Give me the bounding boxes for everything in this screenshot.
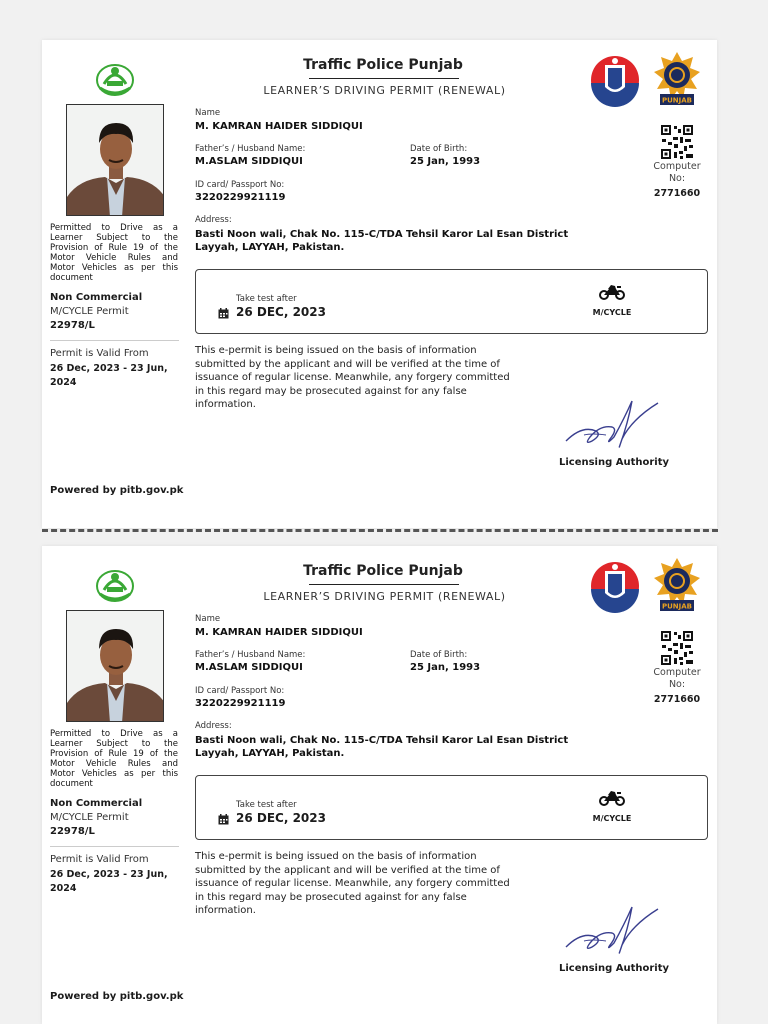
badge-text: PUNJAB — [661, 602, 693, 611]
traffic-police-badge-icon — [653, 557, 701, 615]
test-label: Take test after — [236, 800, 297, 810]
signature-icon — [562, 395, 662, 455]
govt-punjab-logo-icon — [94, 564, 136, 604]
validity-range: 26 Dec, 2023 - 23 Jun, 2024 — [50, 363, 168, 388]
name-value: M. KAMRAN HAIDER SIDDIQUI — [195, 121, 363, 132]
id-label: ID card/ Passport No: — [195, 686, 285, 696]
permit-subtitle: LEARNER’S DRIVING PERMIT (RENEWAL) — [263, 590, 506, 603]
name-value: M. KAMRAN HAIDER SIDDIQUI — [195, 627, 363, 638]
traffic-police-badge-icon — [653, 51, 701, 109]
badge-text: PUNJAB — [661, 96, 693, 105]
permit-title: Traffic Police Punjab — [303, 57, 463, 73]
name-label: Name — [195, 108, 221, 118]
address-value: Basti Noon wali, Chak No. 115-C/TDA Tehsil Karor Lal Esan District Layyah, LAYYAH, Pakistan. — [195, 735, 569, 759]
test-label: Take test after — [236, 294, 297, 304]
title-underline — [309, 78, 459, 79]
punjab-police-logo-icon — [590, 559, 640, 613]
applicant-photo — [66, 610, 164, 722]
permitted-text: Permitted to Drive as a Learner Subject to the Provision of Rule 19 of the Motor Vehicle Rules and Motor Vehicles as per this document — [50, 223, 178, 283]
permit-number: 22978/L — [50, 826, 95, 837]
vehicle-label: M/CYCLE — [592, 814, 632, 823]
computer-no-label: Computer No: — [653, 667, 701, 690]
father-label: Father’s / Husband Name: — [195, 650, 306, 660]
address-value: Basti Noon wali, Chak No. 115-C/TDA Tehsil Karor Lal Esan District Layyah, LAYYAH, Pakistan. — [195, 229, 569, 253]
address-label: Address: — [195, 721, 232, 731]
permit-subtitle: LEARNER’S DRIVING PERMIT (RENEWAL) — [263, 84, 506, 97]
powered-by: Powered by pitb.gov.pk — [50, 991, 184, 1002]
licensing-authority: Licensing Authority — [558, 457, 670, 468]
id-value: 3220229921119 — [195, 698, 286, 709]
address-label: Address: — [195, 215, 232, 225]
permit-category: Non Commercial — [50, 798, 143, 809]
name-label: Name — [195, 614, 221, 624]
disclaimer-text: This e-permit is being issued on the basis of information submitted by the applicant and will be verified at the time of issuance of regular license. Meanwhile, any forgery committed in this regard may be prosecuted against for any false information. — [195, 345, 510, 410]
test-date: 26 DEC, 2023 — [236, 305, 326, 319]
father-value: M.ASLAM SIDDIQUI — [195, 156, 303, 167]
validity-range: 26 Dec, 2023 - 23 Jun, 2024 — [50, 869, 168, 894]
motorcycle-icon — [599, 790, 625, 806]
divider — [50, 846, 179, 847]
father-value: M.ASLAM SIDDIQUI — [195, 662, 303, 673]
dob-value: 25 Jan, 1993 — [410, 662, 481, 673]
permit-card-copy — [42, 546, 717, 1024]
person-photo-icon — [67, 611, 164, 722]
dob-label: Date of Birth: — [410, 650, 468, 660]
licensing-authority: Licensing Authority — [558, 963, 670, 974]
motorcycle-icon — [599, 284, 625, 300]
title-underline — [309, 584, 459, 585]
cut-line-divider — [42, 529, 718, 532]
computer-no-label: Computer No: — [653, 161, 701, 184]
vehicle-label: M/CYCLE — [592, 308, 632, 317]
permit-type: M/CYCLE Permit — [50, 812, 129, 823]
person-photo-icon — [67, 105, 164, 216]
divider — [50, 340, 179, 341]
test-date: 26 DEC, 2023 — [236, 811, 326, 825]
permit-number: 22978/L — [50, 320, 95, 331]
permit-card — [42, 40, 717, 528]
computer-no-value: 2771660 — [653, 694, 701, 705]
punjab-police-logo-icon — [590, 53, 640, 107]
qr-code-icon[interactable] — [660, 630, 694, 666]
computer-no-value: 2771660 — [653, 188, 701, 199]
powered-by: Powered by pitb.gov.pk — [50, 485, 184, 496]
id-label: ID card/ Passport No: — [195, 180, 285, 190]
permit-title: Traffic Police Punjab — [303, 563, 463, 579]
signature-icon — [562, 901, 662, 961]
validity-label: Permit is Valid From — [50, 348, 149, 359]
id-value: 3220229921119 — [195, 192, 286, 203]
permit-category: Non Commercial — [50, 292, 143, 303]
permitted-text: Permitted to Drive as a Learner Subject to the Provision of Rule 19 of the Motor Vehicle Rules and Motor Vehicles as per this document — [50, 729, 178, 789]
govt-punjab-logo-icon — [94, 58, 136, 98]
dob-value: 25 Jan, 1993 — [410, 156, 481, 167]
permit-type: M/CYCLE Permit — [50, 306, 129, 317]
calendar-icon — [218, 308, 229, 319]
applicant-photo — [66, 104, 164, 216]
father-label: Father’s / Husband Name: — [195, 144, 306, 154]
calendar-icon — [218, 814, 229, 825]
qr-code-icon[interactable] — [660, 124, 694, 160]
validity-label: Permit is Valid From — [50, 854, 149, 865]
dob-label: Date of Birth: — [410, 144, 468, 154]
disclaimer-text: This e-permit is being issued on the basis of information submitted by the applicant and will be verified at the time of issuance of regular license. Meanwhile, any forgery committed in this regard may be prosecuted against for any false information. — [195, 851, 510, 916]
